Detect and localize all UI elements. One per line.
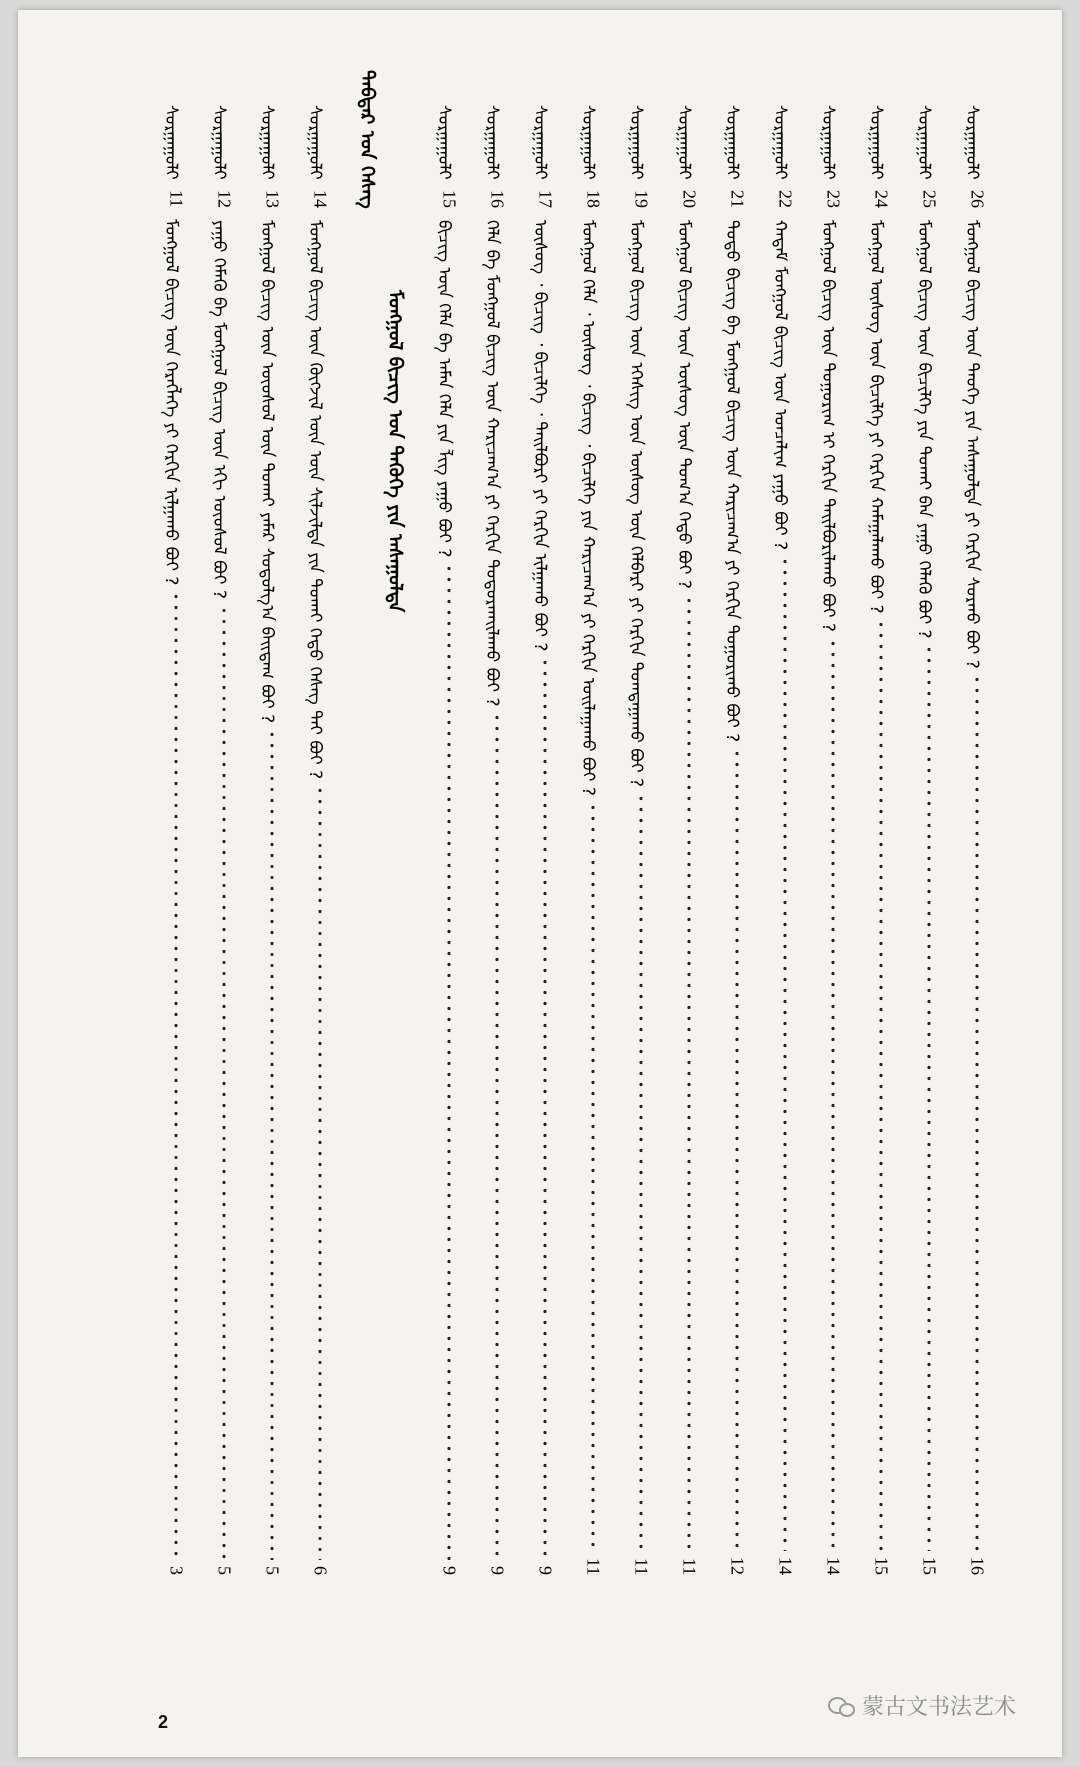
toc-entry <box>577 105 609 1575</box>
toc-entry <box>208 105 240 1575</box>
toc-entry-title: ᠮᠣᠩᠭᠣᠯ ᠪᠢᠴᠢᠭ ᠦᠨ ᠲᠤᠭᠤᠷᠢᠭ ᠢ ᠬᠡᠷᠬᠢᠨ ᠲᠠᠢᠯᠪᠤᠷᠢᠯᠠᠬᠤ ᠪᠤᠢ ? <box>818 219 838 632</box>
toc-entry-number: 21 <box>727 189 748 208</box>
toc-entry-number: 11 <box>166 189 187 208</box>
section-label: ᠳᠡᠪᠲᠡᠷ ᠤᠨ ᠬᠡᠰᠡᠭ <box>356 70 378 209</box>
dot-leader <box>543 657 547 1560</box>
toc-chapter-label: ᠰᠤᠷᠭᠠᠭᠤᠯᠢ <box>770 105 790 180</box>
toc-entry-title: ᠮᠣᠩᠭᠣᠯ ᠪᠢᠴᠢᠭ ᠦᠨ ᠡᠭᠡᠰᠢᠭ ᠦᠨ ᠦᠰᠦᠭ ᠦᠨ ᠬᠡᠯᠪᠡᠷᠢ ᠶᠢ ᠬᠡᠷᠬᠢᠨ ᠲᠣᠭᠲᠠᠭᠠᠬᠤ ᠪᠤᠢ ? <box>626 219 646 787</box>
toc-chapter-label: ᠰᠤᠷᠭᠠᠭᠤᠯᠢ <box>866 105 886 180</box>
toc-entry <box>673 105 705 1575</box>
toc-entry-title: ᠮᠣᠩᠭᠣᠯ ᠪᠢᠴᠢᠭ ᠦᠨ ᠲᠡᠦᠬᠡ ᠶᠢᠨ ᠠᠰᠠᠭᠤᠯᠲᠠ ᠶᠢ ᠬᠡᠷᠬᠢᠨ ᠰᠤᠷᠬᠤ ᠪᠤᠢ ? <box>962 219 982 669</box>
toc-entry <box>721 105 753 1575</box>
toc-entry-number: 23 <box>823 189 844 208</box>
toc-entry <box>769 105 801 1575</box>
toc-entry <box>625 105 657 1575</box>
toc-entry <box>160 105 192 1575</box>
toc-page-number: 14 <box>775 1557 796 1575</box>
dot-leader <box>639 793 643 1552</box>
toc-entry-number: 24 <box>871 189 892 208</box>
toc-chapter-label: ᠰᠤᠷᠭᠠᠭᠤᠯᠢ <box>161 105 181 180</box>
toc-entry-number: 14 <box>310 189 331 208</box>
toc-entry-title: ᠬᠠᠳᠠᠮ ᠮᠣᠩᠭᠣᠯ ᠪᠢᠴᠢᠭ ᠦᠨ ᠣᠨᠴᠠᠯᠢᠭ ᠶᠠᠭᠤ ᠪᠤᠢ ? <box>770 219 790 550</box>
toc-entry <box>817 105 849 1575</box>
toc-entry-title: ᠮᠣᠩᠭᠣᠯ ᠬᠡᠯᠡ ᠂ ᠦᠰᠦᠭ ᠂ ᠪᠢᠴᠢᠭ ᠂ ᠪᠢᠴᠢᠯᠭᠡ ᠶᠢᠨ ᠬᠠᠷᠢᠴᠠᠭ᠎ᠠ ᠶᠢ ᠬᠡᠷᠬᠢᠨ ᠣᠢᠯᠠᠭᠠᠬᠤ ᠪᠤᠢ ? <box>578 219 598 796</box>
toc-page-number: 11 <box>631 1557 652 1575</box>
toc-chapter-label: ᠰᠤᠷᠭᠠᠭᠤᠯᠢ <box>305 105 325 180</box>
watermark-text: 蒙古文书法艺术 <box>862 1695 1017 1720</box>
toc-entry-number: 19 <box>631 189 652 208</box>
document-page <box>18 10 1062 1757</box>
toc-chapter-label: ᠰᠤᠷᠭᠠᠭᠤᠯᠢ <box>578 105 598 180</box>
toc-entry <box>433 105 465 1575</box>
toc-page-number: 9 <box>535 1566 556 1575</box>
toc-entry-number: 17 <box>535 189 556 208</box>
toc-page-number: 15 <box>919 1557 940 1575</box>
toc-chapter-label: ᠰᠤᠷᠭᠠᠭᠤᠯᠢ <box>257 105 277 180</box>
toc-entry <box>481 105 513 1575</box>
toc-entry-number: 22 <box>775 189 796 208</box>
dot-leader <box>735 748 739 1551</box>
toc-entry-number: 25 <box>919 189 940 208</box>
section-title-column <box>383 240 417 1040</box>
toc-entry-number: 12 <box>214 189 235 208</box>
toc-entry-title: ᠲᠣᠳᠣ ᠪᠢᠴᠢᠭ ᠪᠠ ᠮᠣᠩᠭᠣᠯ ᠪᠢᠴᠢᠭ ᠦᠨ ᠬᠠᠷᠢᠴᠠᠭ᠎ᠠ ᠶᠢ ᠬᠡᠷᠬᠢᠨ ᠲᠤᠭᠤᠷᠢᠬᠤ ᠪᠤᠢ ? <box>722 219 742 742</box>
toc-entry <box>913 105 945 1575</box>
toc-page-number: 5 <box>262 1566 283 1575</box>
toc-entry <box>961 105 993 1575</box>
toc-chapter-label: ᠰᠤᠷᠭᠠᠭᠤᠯᠢ <box>722 105 742 180</box>
dot-leader <box>174 591 178 1560</box>
dot-leader <box>927 644 931 1551</box>
dot-leader <box>591 802 595 1552</box>
toc-chapter-label: ᠰᠤᠷᠭᠠᠭᠤᠯᠢ <box>626 105 646 180</box>
toc-chapter-label: ᠰᠤᠷᠭᠠᠭᠤᠯᠢ <box>530 105 550 180</box>
toc-entry-number: 13 <box>262 189 283 208</box>
toc-entry <box>304 105 336 1575</box>
toc-page-number: 15 <box>871 1557 892 1575</box>
toc-chapter-label: ᠰᠤᠷᠭᠠᠭᠤᠯᠢ <box>914 105 934 180</box>
toc-entry-title: ᠬᠡᠯᠡ ᠪᠠ ᠮᠣᠩᠭᠣᠯ ᠪᠢᠴᠢᠭ ᠦᠨ ᠬᠠᠷᠢᠴᠠᠭ᠎ᠠ ᠶᠢ ᠬᠡᠷᠬᠢᠨ ᠲᠣᠳᠣᠷᠬᠠᠢᠯᠠᠬᠤ ᠪᠤᠢ ? <box>482 219 502 707</box>
toc-page-number: 9 <box>487 1566 508 1575</box>
section-title: ᠮᠣᠩᠭᠣᠯ ᠪᠢᠴᠢᠭ ᠤᠨ ᠲᠡᠭᠦᠬᠡ ᠶᠢᠨ ᠠᠰᠠᠭᠤᠯᠲᠠ <box>384 290 406 613</box>
toc-page-number: 11 <box>679 1557 700 1575</box>
dot-leader <box>318 785 322 1560</box>
toc-page-number: 16 <box>967 1557 988 1575</box>
toc-entry-number: 26 <box>967 189 988 208</box>
toc-entry-number: 20 <box>679 189 700 208</box>
dot-leader <box>831 638 835 1551</box>
toc-entry-title: ᠮᠣᠩᠭᠣᠯ ᠦᠰᠦᠭ ᠦᠨ ᠪᠢᠴᠢᠯᠭᠡ ᠶᠢ ᠬᠡᠷᠬᠢᠨ ᠬᠠᠮᠠᠭᠠᠯᠠᠬᠤ ᠪᠤᠢ ? <box>866 219 886 614</box>
dot-leader <box>495 712 499 1560</box>
toc-entry <box>529 105 561 1575</box>
toc-page-number: 11 <box>583 1557 604 1575</box>
dot-leader <box>879 619 883 1551</box>
toc-entry-title: ᠪᠢᠴᠢᠭ ᠦᠨ ᠬᠡᠯᠡ ᠪᠠ ᠠᠮᠠᠨ ᠬᠡᠯᠡ ᠶᠢᠨ ᠯᠢᠭ ᠶᠠᠭᠤ ᠪᠤᠢ ? <box>434 219 454 558</box>
toc-entry <box>865 105 897 1575</box>
wechat-icon <box>828 1695 854 1717</box>
dot-leader <box>687 595 691 1552</box>
toc-page-number: 3 <box>166 1566 187 1575</box>
toc-page-number: 14 <box>823 1557 844 1575</box>
toc-chapter-label: ᠰᠤᠷᠭᠠᠭᠤᠯᠢ <box>209 105 229 180</box>
toc-entry-title: ᠮᠣᠩᠭᠣᠯ ᠪᠢᠴᠢᠭ ᠦᠨ ᠦᠰᠦᠭ ᠦᠨ ᠲᠣᠭ᠎ᠠ ᠬᠡᠳᠦ ᠪᠤᠢ ? <box>674 219 694 589</box>
toc-page-number: 9 <box>439 1566 460 1575</box>
toc-entry-number: 16 <box>487 189 508 208</box>
dot-leader <box>975 674 979 1551</box>
toc-chapter-label: ᠰᠤᠷᠭᠠᠭᠤᠯᠢ <box>818 105 838 180</box>
toc-chapter-label: ᠰᠤᠷᠭᠠᠭᠤᠯᠢ <box>962 105 982 180</box>
toc-page-number: 5 <box>214 1566 235 1575</box>
toc-entry-title: ᠮᠣᠩᠭᠣᠯ ᠪᠢᠴᠢᠭ ᠦᠨ ᠬᠡᠷᠡᠭᠯᠡᠭᠡ ᠶᠢ ᠬᠡᠷᠬᠢᠨ ᠢᠯᠭᠠᠬᠤ ᠪᠤᠢ ? <box>161 219 181 586</box>
toc-chapter-label: ᠰᠤᠷᠭᠠᠭᠤᠯᠢ <box>674 105 694 180</box>
toc-page-number: 6 <box>310 1566 331 1575</box>
watermark <box>828 1690 1016 1721</box>
dot-leader <box>447 563 451 1560</box>
toc-entry-title: ᠮᠣᠩᠭᠣᠯ ᠪᠢᠴᠢᠭ ᠦᠨ ᠬᠥᠭᠵᠢᠯ ᠦᠨ ᠦᠡ ᠰᠢᠯᠵᠢᠯᠲᠡ ᠶᠢᠨ ᠲᠤᠬᠠᠢ ᠬᠡᠳᠦ ᠬᠡᠰᠡᠭ ᠲᠡᠢ ᠪᠤᠢ ? <box>305 219 325 779</box>
toc-entry-title: ᠮᠣᠩᠭᠣᠯ ᠪᠢᠴᠢᠭ ᠦᠨ ᠪᠢᠴᠢᠯᠭᠡ ᠶᠢᠨ ᠲᠤᠬᠠᠢ ᠪᠠᠨ ᠶᠠᠭᠤ ᠬᠡᠯᠡᠬᠦ ᠪᠤᠢ ? <box>914 219 934 639</box>
dot-leader <box>270 729 274 1560</box>
page-folio-number: 2 <box>158 1712 169 1732</box>
toc-chapter-label: ᠰᠤᠷᠭᠠᠭᠤᠯᠢ <box>434 105 454 180</box>
dot-leader <box>783 556 787 1551</box>
dot-leader <box>222 605 226 1560</box>
toc-entry-title: ᠮᠣᠩᠭᠣᠯ ᠪᠢᠴᠢᠭ ᠦᠨ ᠦᠦᠰᠦᠯ ᠦᠨ ᠲᠤᠬᠠᠢ ᠶᠠᠮᠠᠷ ᠰᠤᠳᠤᠯᠭ᠎ᠠ ᠪᠠᠢᠳᠠᠭ ᠪᠤᠢ ? <box>257 219 277 723</box>
toc-entry-title: ᠶᠠᠭᠤ ᠬᠡᠮᠡᠬᠦ ᠪᠠ ᠮᠣᠩᠭᠣᠯ ᠪᠢᠴᠢᠭ ᠦᠨ ᠡᠬᠢ ᠦᠦᠰᠦᠯ ᠪᠤᠢ ? <box>209 219 229 599</box>
toc-chapter-label: ᠰᠤᠷᠭᠠᠭᠤᠯᠢ <box>482 105 502 180</box>
toc-entry-number: 18 <box>583 189 604 208</box>
toc-entry-number: 15 <box>439 189 460 208</box>
toc-entry-title: ᠦᠰᠦᠭ ᠂ ᠪᠢᠴᠢᠭ ᠂ ᠪᠢᠴᠢᠯᠭᠡ ᠂ ᠲᠠᠢᠯᠪᠤᠷᠢ ᠶᠢ ᠬᠡᠷᠬᠢᠨ ᠢᠯᠭᠠᠬᠤ ᠪᠤᠢ ? <box>530 219 550 652</box>
toc-entry <box>256 105 288 1575</box>
toc-page-number: 12 <box>727 1557 748 1575</box>
